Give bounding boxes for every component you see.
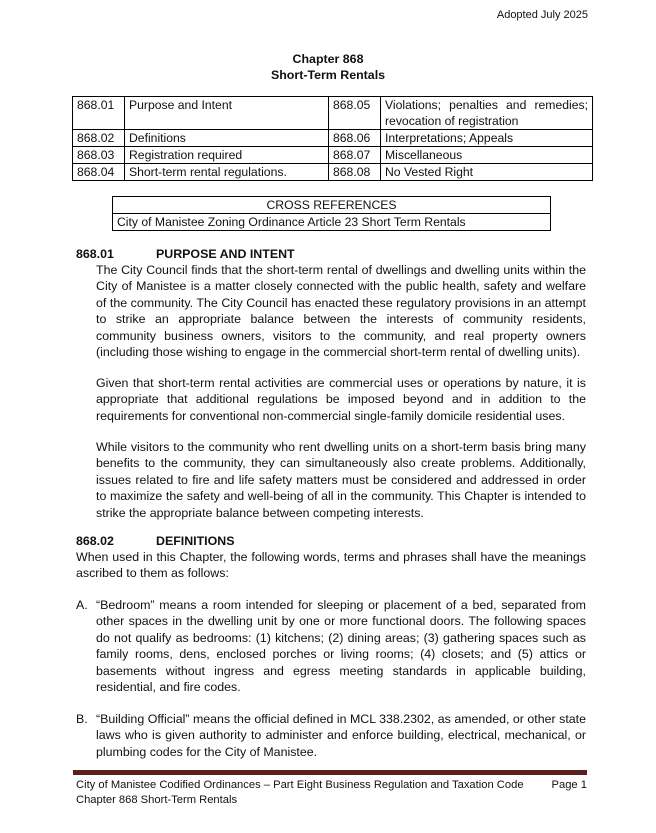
toc-section-title: Miscellaneous: [381, 147, 593, 164]
toc-title-line: Violations; penalties and remedies;: [385, 98, 588, 112]
section-heading: [76, 246, 295, 262]
cross-references-box: [112, 196, 551, 231]
cross-reference-item: City of Manistee Zoning Ordinance Article 23 Short Term Rentals: [113, 214, 551, 231]
section-title: PURPOSE AND INTENT: [156, 247, 295, 261]
footer-chapter-title: Chapter 868 Short-Term Rentals: [76, 794, 238, 806]
toc-section-number: 868.03: [73, 147, 125, 164]
paragraph: The City Council finds that the short-term rental of dwellings and dwelling units within the City of Manistee is a matter closely connected with the public health, safety and welfare of the community. The City Council has enacted these regulatory provisions in an attempt to strike an appropriate balance between the interests of community residents, community business owners, visitors to the community, and real property owners (including those wishing to engage in the commercial short-term rental of dwelling units).: [96, 263, 586, 360]
toc-row: [73, 130, 593, 147]
section-heading: [76, 533, 234, 549]
toc-section-title: Interpretations; Appeals: [381, 130, 593, 147]
cross-references-heading: CROSS REFERENCES: [113, 197, 551, 214]
page-number: Page 1: [551, 779, 587, 791]
definition-item: [76, 711, 586, 760]
toc-section-number: 868.08: [329, 164, 381, 181]
toc-section-number: 868.06: [329, 130, 381, 147]
toc-title-line: revocation of registration: [385, 114, 519, 128]
section-intro: When used in this Chapter, the following words, terms and phrases shall have the meanings ascribed to them as follows:: [76, 550, 586, 581]
toc-section-number: 868.01: [73, 97, 125, 130]
paragraph: While visitors to the community who rent dwelling units on a short-term basis bring many benefits to the community, they can simultaneously also create problems. Additionally, issues related to fire and life safety matters must be considered and addressed in order to maximize the safety and well-being of all in the community. This Chapter is intended to strike the appropriate balance between competing interests.: [96, 440, 586, 520]
toc-section-number: 868.05: [329, 97, 381, 130]
toc-row: [73, 147, 593, 164]
section-number: 868.02: [76, 534, 114, 548]
toc-section-title: Registration required: [125, 147, 329, 164]
table-of-contents: [72, 96, 593, 181]
toc-section-title: No Vested Right: [381, 164, 593, 181]
chapter-title-block: [0, 51, 656, 83]
footer-divider: [73, 770, 587, 775]
toc-row: [73, 164, 593, 181]
toc-section-number: 868.04: [73, 164, 125, 181]
section-title: DEFINITIONS: [156, 534, 235, 548]
paragraph: Given that short-term rental activities are commercial uses or operations by nature, it is appropriate that additional regulations be imposed beyond and in addition to the requirements for conventional non-commercial single-family domicile residential uses.: [96, 376, 586, 423]
chapter-title: Short-Term Rentals: [270, 68, 386, 82]
toc-section-title: Purpose and Intent: [125, 97, 329, 130]
definition-letter: B.: [76, 712, 88, 726]
toc-section-title: Definitions: [125, 130, 329, 147]
toc-section-number: 868.07: [329, 147, 381, 164]
definition-text: “Bedroom” means a room intended for sleeping or placement of a bed, separated from other spaces in the dwelling unit by one or more functional doors. The following spaces do not qualify as bedrooms: (1) kitchens; (2) dining areas; (3) gathering spaces such as family rooms, dens, enclosed porches or living rooms; (4) closets; and (5) attics or basements without ingress and egress meeting standards in applicable building, residential, and fire codes.: [96, 598, 586, 695]
definition-text: “Building Official” means the official defined in MCL 338.2302, as amended, or other state laws who is given authority to administer and enforce building, electrical, mechanical, or plumbing codes for the City of Manistee.: [96, 712, 586, 759]
definition-letter: A.: [76, 598, 88, 612]
chapter-number: Chapter 868: [292, 52, 364, 66]
footer-code-title: City of Manistee Codified Ordinances – Part Eight Business Regulation and Taxation Code: [76, 779, 524, 791]
adopted-date: Adopted July 2025: [496, 9, 588, 21]
toc-row: [73, 97, 593, 130]
section-number: 868.01: [76, 247, 114, 261]
toc-section-title: [381, 97, 593, 130]
definition-item: [76, 597, 586, 695]
toc-section-number: 868.02: [73, 130, 125, 147]
toc-section-title: Short-term rental regulations.: [125, 164, 329, 181]
